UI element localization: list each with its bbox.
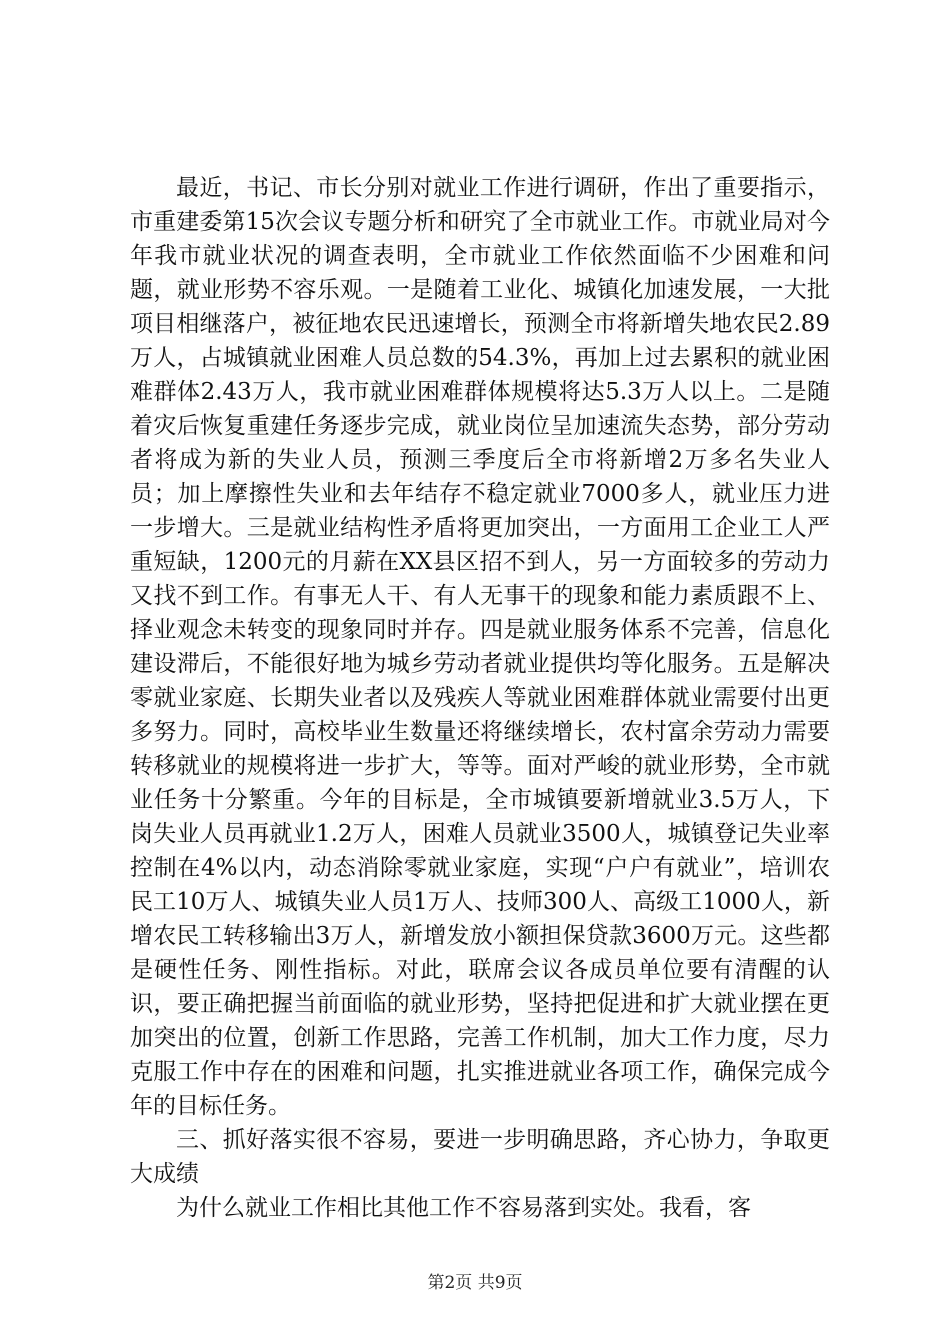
section-heading-implementation: 三、抓好落实很不容易，要进一步明确思路，齐心协力，争取更大成绩 bbox=[130, 1127, 830, 1187]
document-body bbox=[130, 171, 830, 1225]
page-number-footer: 第2页 共9页 bbox=[427, 1273, 523, 1293]
paragraph-employment-situation: 最近，书记、市长分别对就业工作进行调研，作出了重要指示，市重建委第15次会议专题分析和研究了全市就业工作。市就业局对今年我市就业状况的调查表明，全市就业工作依然面临不少困难和问题，就业形势不容乐观。一是随着工业化、城镇化加速发展，一大批项目相继落户，被征地农民迅速增长，预测全市将新增失地农民2.89万人，占城镇就业困难人员总数的54.3%，再加上过去累积的就业困难群体2.43万人，我市就业困难群体规模将达5.3万人以上。二是随着灾后恢复重建任务逐步完成，就业岗位呈加速流失态势，部分劳动者将成为新的失业人员，预测三季度后全市将新增2万多名失业人员；加上摩擦性失业和去年结存不稳定就业7000多人，就业压力进一步增大。三是就业结构性矛盾将更加突出，一方面用工企业工人严重短缺，1200元的月薪在XX县区招不到人，另一方面较多的劳动力又找不到工作。有事无人干、有人无事干的现象和能力素质跟不上、择业观念未转变的现象同时并存。四是就业服务体系不完善，信息化建设滞后，不能很好地为城乡劳动者就业提供均等化服务。五是解决零就业家庭、长期失业者以及残疾人等就业困难群体就业需要付出更多努力。同时，高校毕业生数量还将继续增长，农村富余劳动力需要转移就业的规模将进一步扩大，等等。面对严峻的就业形势，全市就业任务十分繁重。今年的目标是，全市城镇要新增就业3.5万人，下岗失业人员再就业1.2万人，困难人员就业3500人，城镇登记失业率控制在4%以内，动态消除零就业家庭，实现“户户有就业”，培训农民工10万人、城镇失业人员1万人、技师300人、高级工1000人，新增农民工转移输出3万人，新增发放小额担保贷款3600万元。这些都是硬性任务、刚性指标。对此，联席会议各成员单位要有清醒的认识，要正确把握当前面临的就业形势，坚持把促进和扩大就业摆在更加突出的位置，创新工作思路，完善工作机制，加大工作力度，尽力克服工作中存在的困难和问题，扎实推进就业各项工作，确保完成今年的目标任务。 bbox=[130, 175, 830, 1119]
paragraph-why-difficult: 为什么就业工作相比其他工作不容易落到实处。我看，客 bbox=[176, 1195, 751, 1221]
